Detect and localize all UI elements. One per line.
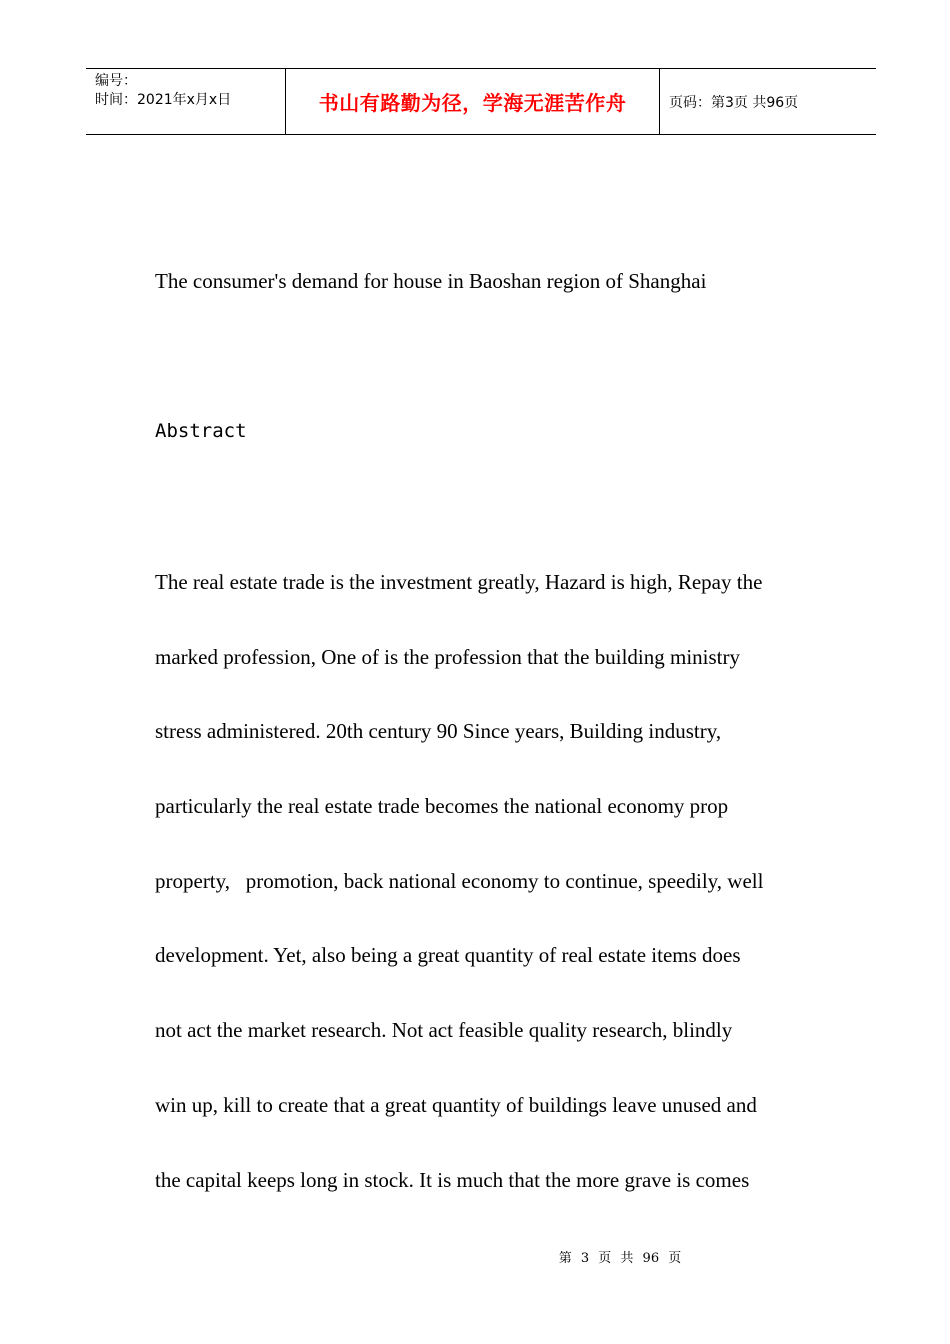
body-line: stress administered. 20th century 90 Since years, Building industry, [155, 719, 722, 744]
header-meta-cell [86, 69, 286, 134]
footer-page-number: 第 3 页 共 96 页 [558, 1251, 682, 1266]
time-label: 时间：2021年x月x日 [95, 92, 232, 108]
body-line: marked profession, One of is the profession that the building ministry [155, 644, 740, 669]
header-motto-cell [286, 69, 660, 134]
body-line: the capital keeps long in stock. It is much that the more grave is comes [155, 1167, 750, 1192]
motto-text: 书山有路勤为径，学海无涯苦作舟 [318, 91, 627, 115]
body-line: development. Yet, also being a great quantity of real estate items does [155, 943, 741, 968]
body-line: property, promotion, back national economy to continue, speedily, well [155, 868, 764, 893]
number-label: 编号： [95, 73, 137, 89]
body-line: particularly the real estate trade becomes the national economy prop [155, 794, 729, 819]
body-line: The real estate trade is the investment greatly, Hazard is high, Repay the [155, 570, 763, 594]
document-title: The consumer's demand for house in Baoshan region of Shanghai [155, 269, 707, 293]
page-info: 页码：第3页 共96页 [669, 94, 799, 111]
body-line: win up, kill to create that a great quantity of buildings leave unused and [155, 1092, 757, 1117]
page-footer [0, 1247, 950, 1266]
page-header [86, 68, 876, 135]
abstract-body [155, 567, 835, 1239]
header-page-cell [660, 69, 876, 134]
body-line: not act the market research. Not act feasible quality research, blindly [155, 1018, 733, 1043]
abstract-heading: Abstract [155, 420, 247, 442]
